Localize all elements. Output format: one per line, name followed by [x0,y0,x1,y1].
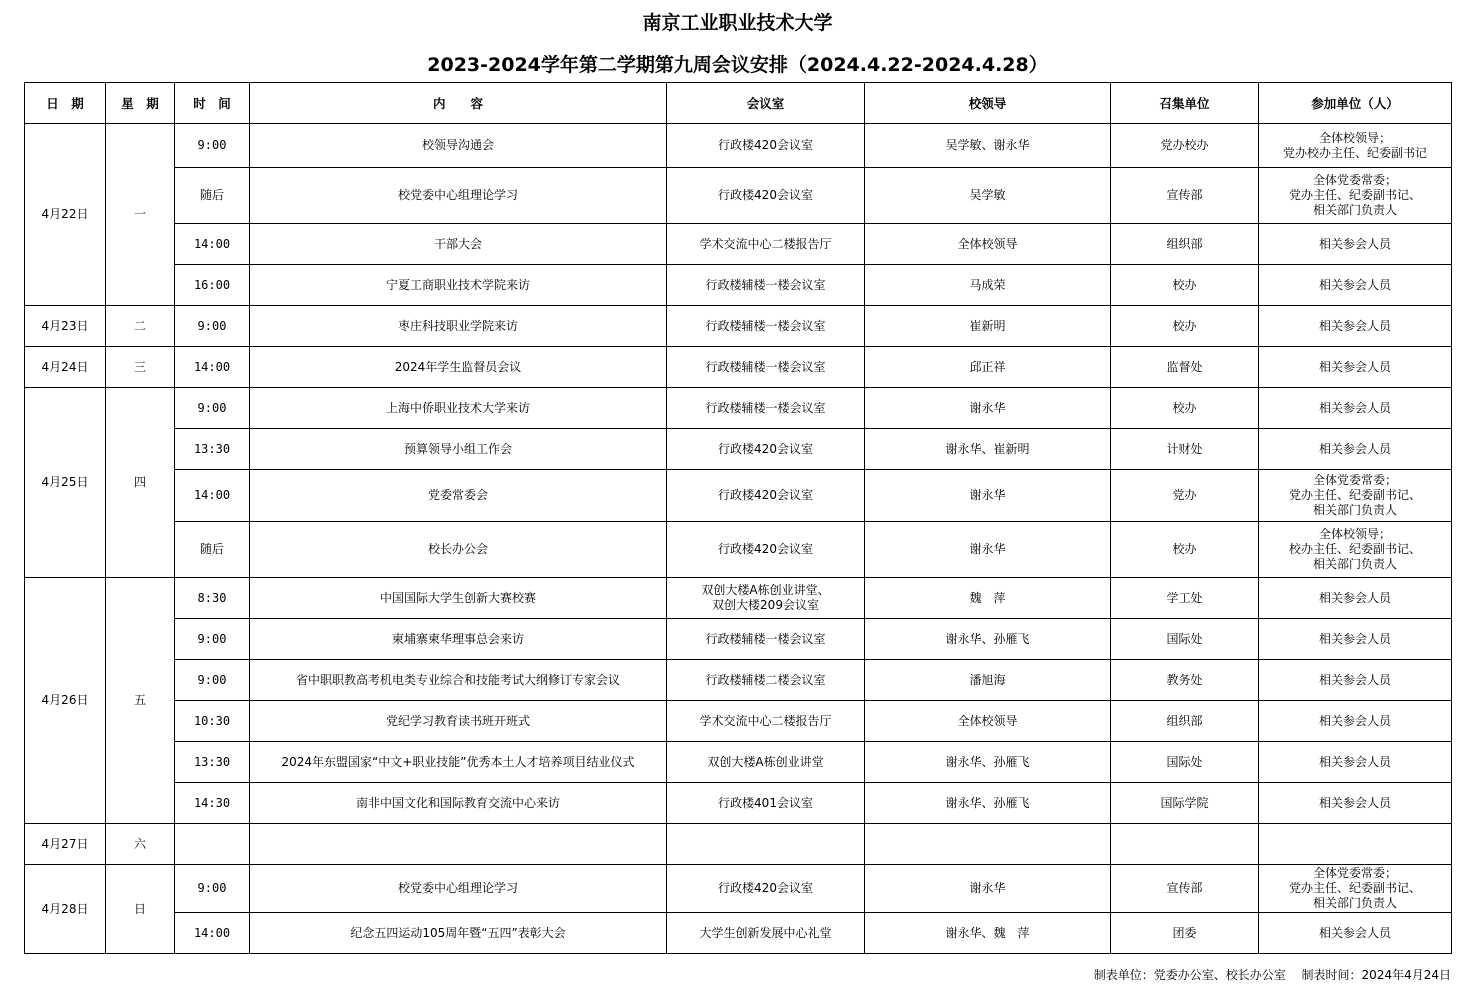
room-cell: 行政楼420会议室 [667,470,865,522]
table-row [25,388,1452,429]
content-cell: 枣庄科技职业学院来访 [250,306,667,347]
time-cell: 14:00 [175,470,250,522]
leader-cell: 谢永华、孙雁飞 [865,742,1111,783]
room-cell: 行政楼420会议室 [667,429,865,470]
date-cell: 4月23日 [25,306,106,347]
schedule-body [25,124,1452,954]
attendees-cell [1259,347,1452,388]
attendees-line: 相关参会人员 [1318,795,1391,810]
date-cell: 4月28日 [25,865,106,954]
content-cell: 校领导沟通会 [250,124,667,168]
attendees-line: 全体校领导； [1318,527,1391,541]
weekday-cell: 一 [106,124,175,306]
room-cell: 大学生创新发展中心礼堂 [667,913,865,954]
room-cell [667,578,865,619]
document-title: 南京工业职业技术大学 [642,12,833,34]
content-cell: 上海中侨职业技术大学来访 [250,388,667,429]
attendees-cell [1259,701,1452,742]
content-cell: 2024年东盟国家“中文+职业技能”优秀本土人才培养项目结业仪式 [250,742,667,783]
attendees-line: 全体党委常委； [1312,173,1397,187]
attendees-cell [1259,742,1452,783]
room-cell: 行政楼辅楼二楼会议室 [667,660,865,701]
room-cell: 行政楼辅楼一楼会议室 [667,347,865,388]
time-cell: 9:00 [175,306,250,347]
leader-cell: 谢永华 [865,470,1111,522]
attendees-cell [1259,913,1452,954]
room-cell: 行政楼420会议室 [667,865,865,913]
attendees-line: 相关部门负责人 [1312,503,1397,517]
leader-cell: 崔新明 [865,306,1111,347]
convener-cell: 宣传部 [1111,865,1259,913]
convener-cell: 团委 [1111,913,1259,954]
leader-cell: 谢永华 [865,522,1111,578]
table-row [25,783,1452,824]
room-cell: 行政楼420会议室 [667,522,865,578]
attendees-cell [1259,124,1452,168]
attendees-line: 校办主任、纪委副书记、 [1288,542,1421,556]
leader-cell: 潘旭海 [865,660,1111,701]
convener-cell: 党办校办 [1111,124,1259,168]
header-date: 日 期 [25,83,106,124]
content-cell: 柬埔寨柬华理事总会来访 [250,619,667,660]
attendees-line: 党办主任、纪委副书记、 [1288,881,1421,895]
content-cell: 南非中国文化和国际教育交流中心来访 [250,783,667,824]
weekday-cell: 四 [106,388,175,578]
attendees-cell [1259,306,1452,347]
content-cell: 中国国际大学生创新大赛校赛 [250,578,667,619]
attendees-line: 相关参会人员 [1318,754,1391,769]
time-cell: 14:00 [175,224,250,265]
attendees-cell [1259,265,1452,306]
attendees-line: 相关参会人员 [1318,672,1391,687]
weekday-cell: 五 [106,578,175,824]
weekday-cell: 六 [106,824,175,865]
attendees-cell [1259,168,1452,224]
table-row [25,470,1452,522]
attendees-line: 相关参会人员 [1318,400,1391,415]
attendees-line: 党办主任、纪委副书记、 [1288,188,1421,202]
time-cell: 8:30 [175,578,250,619]
weekday-cell: 日 [106,865,175,954]
attendees-line: 相关部门负责人 [1312,557,1397,571]
attendees-line: 党办主任、纪委副书记、 [1288,488,1421,502]
leader-cell: 谢永华、孙雁飞 [865,783,1111,824]
leader-cell: 谢永华、孙雁飞 [865,619,1111,660]
header-leader: 校领导 [865,83,1111,124]
date-cell: 4月22日 [25,124,106,306]
attendees-line: 全体党委常委； [1312,866,1397,880]
attendees-cell [1259,783,1452,824]
header-content: 内 容 [250,83,667,124]
attendees-cell [1259,522,1452,578]
attendees-line: 相关参会人员 [1318,590,1391,605]
room-cell: 双创大楼A栋创业讲堂 [667,742,865,783]
table-row [25,429,1452,470]
leader-cell [865,824,1111,865]
content-cell: 省中职职教高考机电类专业综合和技能考试大纲修订专家会议 [250,660,667,701]
time-cell: 随后 [175,168,250,224]
room-cell: 行政楼420会议室 [667,124,865,168]
attendees-cell [1259,619,1452,660]
date-cell: 4月26日 [25,578,106,824]
attendees-line: 相关参会人员 [1318,925,1391,940]
time-cell: 14:00 [175,913,250,954]
attendees-line: 相关参会人员 [1318,318,1391,333]
attendees-line: 相关参会人员 [1318,441,1391,456]
meeting-schedule-table [24,82,1452,954]
convener-cell: 计财处 [1111,429,1259,470]
convener-cell: 国际处 [1111,742,1259,783]
leader-cell: 吴学敏 [865,168,1111,224]
convener-cell: 校办 [1111,388,1259,429]
room-cell: 行政楼401会议室 [667,783,865,824]
leader-cell: 吴学敏、谢永华 [865,124,1111,168]
content-cell: 党委常委会 [250,470,667,522]
weekday-cell: 三 [106,347,175,388]
convener-cell: 校办 [1111,306,1259,347]
header-room: 会议室 [667,83,865,124]
convener-cell [1111,824,1259,865]
attendees-cell [1259,578,1452,619]
table-row [25,865,1452,913]
attendees-line: 相关参会人员 [1318,713,1391,728]
attendees-line: 相关部门负责人 [1312,896,1397,910]
leader-cell: 全体校领导 [865,701,1111,742]
table-footer-note: 制表单位：党委办公室、校长办公室 制表时间：2024年4月24日 [1093,968,1451,982]
attendees-line: 相关部门负责人 [1312,203,1397,217]
table-row [25,619,1452,660]
table-row [25,742,1452,783]
date-cell: 4月27日 [25,824,106,865]
time-cell: 9:00 [175,619,250,660]
header-row [25,83,1452,124]
attendees-cell [1259,470,1452,522]
attendees-cell [1259,660,1452,701]
attendees-line: 相关参会人员 [1318,631,1391,646]
convener-cell: 国际处 [1111,619,1259,660]
leader-cell: 魏 萍 [865,578,1111,619]
content-cell: 校长办公会 [250,522,667,578]
content-cell: 2024年学生监督员会议 [250,347,667,388]
time-cell: 9:00 [175,388,250,429]
convener-cell: 监督处 [1111,347,1259,388]
convener-cell: 组织部 [1111,701,1259,742]
convener-cell: 学工处 [1111,578,1259,619]
content-cell: 预算领导小组工作会 [250,429,667,470]
content-cell: 校党委中心组理论学习 [250,865,667,913]
time-cell: 14:00 [175,347,250,388]
convener-cell: 党办 [1111,470,1259,522]
convener-cell: 国际学院 [1111,783,1259,824]
header-weekday: 星 期 [106,83,175,124]
date-cell: 4月25日 [25,388,106,578]
attendees-cell [1259,224,1452,265]
table-row [25,347,1452,388]
attendees-line: 相关参会人员 [1318,359,1391,374]
table-row [25,306,1452,347]
time-cell: 随后 [175,522,250,578]
date-cell: 4月24日 [25,347,106,388]
leader-cell: 谢永华 [865,865,1111,913]
content-cell: 校党委中心组理论学习 [250,168,667,224]
document-subtitle: 2023-2024学年第二学期第九周会议安排（2024.4.22-2024.4.28） [427,54,1048,76]
attendees-cell [1259,429,1452,470]
header-convener: 召集单位 [1111,83,1259,124]
attendees-line: 党办校办主任、纪委副书记 [1282,145,1427,160]
room-line: 双创大楼209会议室 [712,598,819,612]
leader-cell: 马成荣 [865,265,1111,306]
time-cell: 9:00 [175,660,250,701]
table-row [25,168,1452,224]
table-row [25,265,1452,306]
content-cell: 党纪学习教育读书班开班式 [250,701,667,742]
time-cell: 14:30 [175,783,250,824]
weekday-cell: 二 [106,306,175,347]
room-line: 双创大楼A栋创业讲堂、 [701,583,830,597]
header-attendees: 参加单位（人） [1259,83,1452,124]
content-cell: 纪念五四运动105周年暨“五四”表彰大会 [250,913,667,954]
room-cell: 行政楼辅楼一楼会议室 [667,619,865,660]
content-cell: 干部大会 [250,224,667,265]
room-cell: 学术交流中心二楼报告厅 [667,224,865,265]
room-cell: 学术交流中心二楼报告厅 [667,701,865,742]
room-cell: 行政楼辅楼一楼会议室 [667,306,865,347]
content-cell: 宁夏工商职业技术学院来访 [250,265,667,306]
leader-cell: 谢永华、魏 萍 [865,913,1111,954]
header-time: 时 间 [175,83,250,124]
leader-cell: 邱正祥 [865,347,1111,388]
attendees-line: 全体党委常委； [1312,473,1397,487]
convener-cell: 教务处 [1111,660,1259,701]
convener-cell: 校办 [1111,265,1259,306]
room-cell: 行政楼辅楼一楼会议室 [667,265,865,306]
time-cell: 13:30 [175,429,250,470]
table-row [25,224,1452,265]
content-cell [250,824,667,865]
time-cell: 9:00 [175,865,250,913]
time-cell [175,824,250,865]
time-cell: 16:00 [175,265,250,306]
attendees-cell [1259,824,1452,865]
convener-cell: 校办 [1111,522,1259,578]
table-row [25,913,1452,954]
room-cell: 行政楼420会议室 [667,168,865,224]
attendees-line: 全体校领导； [1318,130,1391,145]
table-row [25,660,1452,701]
time-cell: 10:30 [175,701,250,742]
attendees-line: 相关参会人员 [1318,277,1391,292]
time-cell: 9:00 [175,124,250,168]
room-cell: 行政楼辅楼一楼会议室 [667,388,865,429]
convener-cell: 宣传部 [1111,168,1259,224]
time-cell: 13:30 [175,742,250,783]
table-row [25,701,1452,742]
attendees-line: 相关参会人员 [1318,236,1391,251]
attendees-cell [1259,388,1452,429]
table-row [25,522,1452,578]
table-row [25,124,1452,168]
convener-cell: 组织部 [1111,224,1259,265]
leader-cell: 全体校领导 [865,224,1111,265]
table-row [25,578,1452,619]
attendees-cell [1259,865,1452,913]
table-row [25,824,1452,865]
leader-cell: 谢永华 [865,388,1111,429]
room-cell [667,824,865,865]
leader-cell: 谢永华、崔新明 [865,429,1111,470]
